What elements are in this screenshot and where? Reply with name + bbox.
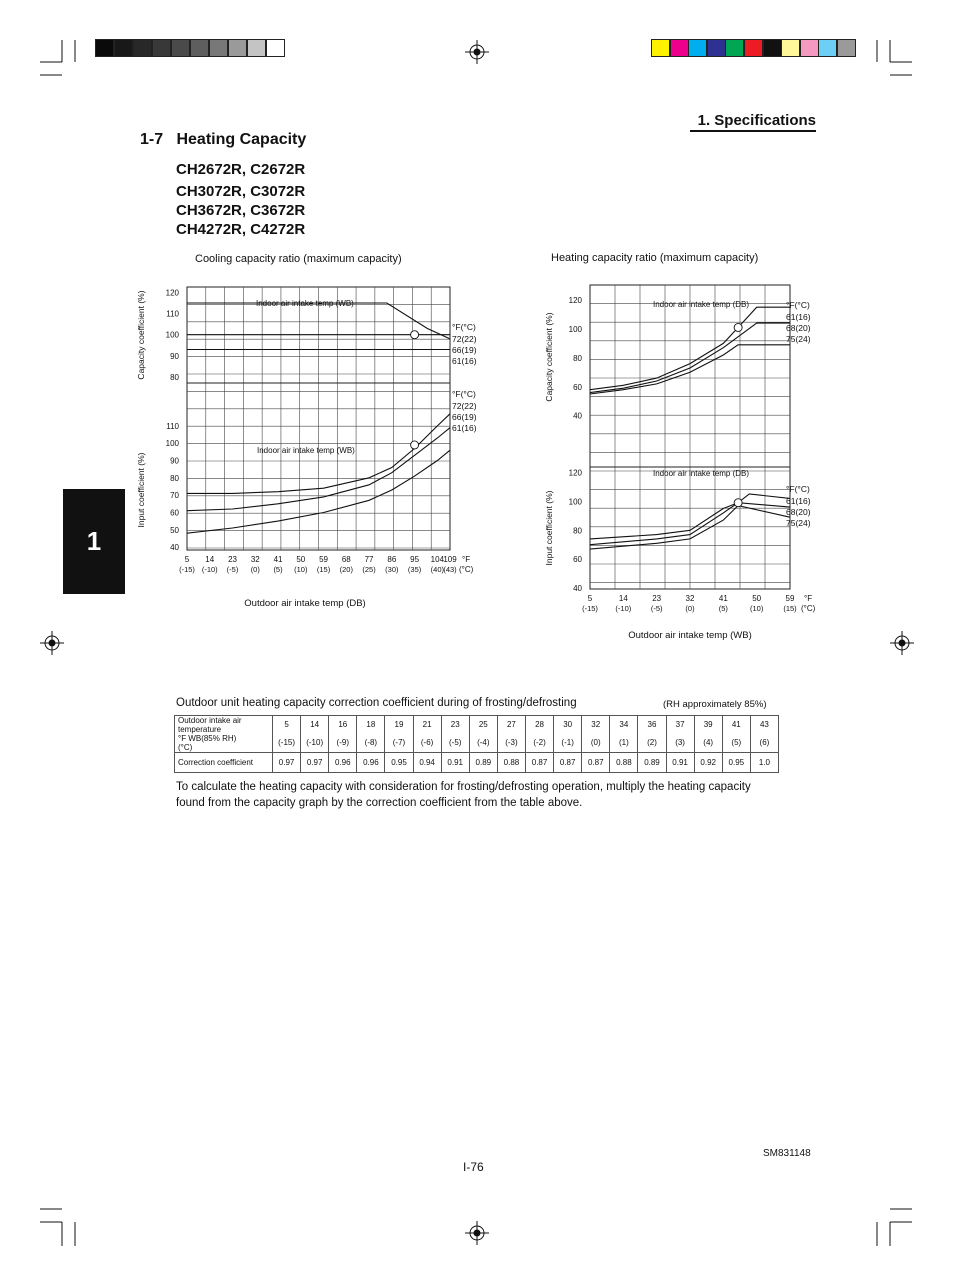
temp-f-value: 28 (535, 720, 544, 729)
temp-cell (497, 716, 525, 753)
frost-table-title: Outdoor unit heating capacity correction coefficient during of frosting/defrosting (176, 697, 577, 709)
x-tick-label: 14 (618, 594, 628, 603)
legend-header: °F(°C) (786, 300, 810, 310)
temp-label-line: temperature (178, 725, 222, 734)
gray-swatch (152, 39, 171, 57)
x-tick-label: 59 (785, 594, 795, 603)
coefficient-cell: 0.87 (554, 753, 582, 773)
temp-cell (666, 716, 694, 753)
y-tick-label: 100 (568, 497, 582, 507)
temp-cell (357, 716, 385, 753)
legend-label: 75(24) (786, 518, 811, 528)
x-tick-label: 50 (752, 594, 762, 603)
x-axis-label: Outdoor air intake temp (WB) (628, 630, 752, 641)
reference-marker (734, 323, 742, 331)
y-axis-label: Input coefficient (%) (544, 490, 554, 566)
y-tick-label: 40 (170, 543, 179, 553)
temp-c-value: (5) (731, 738, 742, 747)
y-tick-label: 110 (166, 421, 179, 431)
series-annotation: Indoor air intake temp (DB) (653, 469, 750, 478)
x-tick-label-celsius: (5) (273, 565, 283, 574)
legend-label: 68(20) (786, 323, 811, 333)
temp-c-value: (-1) (561, 738, 574, 747)
coefficient-cell: 0.89 (469, 753, 497, 773)
x-tick-label-celsius: (20) (339, 565, 353, 574)
color-swatch (818, 39, 837, 57)
legend-label: 68(20) (786, 507, 811, 517)
temp-cell (610, 716, 638, 753)
x-tick-label-celsius: (-10) (201, 565, 218, 574)
x-tick-label-celsius: (15) (316, 565, 331, 574)
x-tick-label: 77 (364, 555, 374, 564)
x-tick-label: 95 (410, 555, 420, 564)
legend-header: °F(°C) (452, 389, 476, 399)
color-swatch (651, 39, 670, 57)
temp-f-value: 39 (703, 720, 713, 729)
y-axis-label: Capacity coefficient (%) (136, 290, 146, 380)
x-tick-label: 86 (387, 555, 397, 564)
color-swatch (781, 39, 800, 57)
series-annotation: Indoor air intake temp (WB) (256, 299, 354, 308)
y-tick-label: 120 (568, 468, 582, 478)
coefficient-cell: 0.97 (301, 753, 329, 773)
temp-c-value: (-3) (505, 738, 518, 747)
gray-swatch (266, 39, 285, 57)
x-tick-label: 23 (228, 555, 237, 564)
temp-f-value: 36 (647, 720, 657, 729)
chapter-tab: 1 (63, 489, 125, 594)
reference-marker (411, 331, 419, 339)
coefficient-cell: 0.88 (610, 753, 638, 773)
registration-target-top (465, 40, 489, 64)
coefficient-cell: 0.91 (441, 753, 469, 773)
legend-header: °F(°C) (786, 484, 810, 494)
legend-label: 66(19) (452, 345, 477, 355)
temp-c-value: (-2) (533, 738, 546, 747)
temp-f-value: 19 (394, 720, 404, 729)
model-line: CH2672R, C2672R (176, 161, 306, 178)
temp-c-value: (-15) (278, 738, 295, 747)
series-annotation: Indoor air intake temp (WB) (257, 446, 355, 455)
temp-c-value: (1) (618, 738, 629, 747)
x-tick-label-celsius: (0) (685, 604, 695, 613)
temp-label-line: (°C) (178, 743, 193, 752)
y-tick-label: 50 (170, 525, 179, 535)
coefficient-cell: 0.89 (638, 753, 666, 773)
x-tick-label: 68 (341, 555, 351, 564)
color-swatch (670, 39, 689, 57)
page-number: I-76 (463, 1160, 484, 1174)
y-tick-label: 80 (170, 373, 179, 383)
x-tick-label: 50 (296, 555, 306, 564)
temp-c-value: (2) (647, 738, 657, 747)
color-swatch (837, 39, 856, 57)
y-tick-label: 80 (170, 473, 179, 483)
temp-cell (582, 716, 610, 753)
y-tick-label: 120 (568, 295, 582, 305)
x-tick-label-celsius: (5) (718, 604, 728, 613)
x-tick-label-celsius: (-5) (226, 565, 239, 574)
coef-row-label: Correction coefficient (175, 753, 273, 773)
legend-header: °F(°C) (452, 322, 476, 332)
y-tick-label: 40 (573, 411, 582, 421)
x-tick-label-celsius: (0) (250, 565, 260, 574)
color-swatch (744, 39, 763, 57)
frost-table-note: (RH approximately 85%) (663, 699, 767, 710)
cooling-chart-title: Cooling capacity ratio (maximum capacity) (195, 253, 402, 265)
model-line: CH3672R, C3672R (176, 202, 306, 219)
temp-cell (441, 716, 469, 753)
temp-c-value: (0) (590, 738, 601, 747)
table-row (175, 753, 779, 773)
temp-c-value: (3) (675, 738, 685, 747)
temp-f-value: 32 (591, 720, 601, 729)
x-tick-label: 41 (273, 555, 283, 564)
y-tick-label: 100 (165, 439, 179, 449)
x-unit-label: °F (804, 594, 813, 603)
temp-f-value: 21 (422, 720, 432, 729)
y-tick-label: 60 (170, 508, 179, 518)
x-tick-label-celsius: (30) (385, 565, 399, 574)
temp-f-value: 30 (563, 720, 573, 729)
gray-swatch (190, 39, 209, 57)
x-tick-label: 109 (443, 555, 457, 564)
x-unit-label: °F (462, 555, 471, 564)
x-tick-label-celsius: (-5) (650, 604, 663, 613)
y-tick-label: 110 (166, 309, 179, 319)
spec-header: 1. Specifications (690, 112, 816, 132)
table-row (175, 716, 779, 753)
temp-label-line: Outdoor intake air (178, 716, 242, 725)
legend-label: 75(24) (786, 334, 811, 344)
x-tick-label: 14 (205, 555, 215, 564)
x-tick-label-celsius: (-15) (179, 565, 195, 574)
temp-cell (694, 716, 722, 753)
x-tick-label: 5 (184, 555, 190, 564)
temp-c-value: (6) (759, 738, 770, 747)
x-tick-label-celsius: (10) (294, 565, 308, 574)
model-line: CH4272R, C4272R (176, 221, 306, 238)
x-unit-label-celsius: (°C) (459, 565, 474, 574)
x-tick-label-celsius: (40) (430, 565, 445, 574)
x-tick-label: 41 (718, 594, 728, 603)
frost-correction-table (174, 715, 779, 773)
x-tick-label: 23 (652, 594, 662, 603)
x-tick-label: 5 (587, 594, 593, 603)
y-tick-label: 90 (170, 351, 179, 361)
temp-cell (750, 716, 778, 753)
temp-cell (554, 716, 582, 753)
y-tick-label: 100 (568, 324, 582, 334)
heating-chart-title: Heating capacity ratio (maximum capacity) (551, 252, 759, 264)
legend-label: 61(16) (786, 496, 811, 506)
y-tick-label: 60 (573, 555, 582, 565)
legend-label: 61(16) (786, 312, 811, 322)
y-tick-label: 90 (170, 456, 179, 466)
gray-swatch (228, 39, 247, 57)
temp-cell (385, 716, 413, 753)
temp-c-value: (-7) (392, 738, 406, 747)
document-code: SM831148 (763, 1148, 811, 1159)
y-tick-label: 80 (573, 526, 582, 536)
legend-label: 72(22) (452, 401, 477, 411)
temp-cell (638, 716, 666, 753)
section-number: 1-7 (140, 131, 164, 148)
temp-cell (525, 716, 553, 753)
color-swatch (725, 39, 744, 57)
x-unit-label-celsius: (°C) (801, 604, 816, 613)
x-tick-label: 32 (250, 555, 260, 564)
x-tick-label-celsius: (-10) (615, 604, 632, 613)
section-title (140, 131, 306, 149)
x-tick-label-celsius: (15) (783, 604, 797, 613)
color-swatch (707, 39, 726, 57)
registration-target-bottom (465, 1221, 489, 1245)
temp-cell (413, 716, 441, 753)
section-heading: Heating Capacity (176, 131, 307, 148)
temp-c-value: (-4) (477, 738, 490, 747)
coefficient-cell: 0.92 (694, 753, 722, 773)
y-tick-label: 60 (573, 382, 582, 392)
coefficient-cell: 0.87 (582, 753, 610, 773)
reference-marker (411, 441, 419, 449)
calculation-note: To calculate the heating capacity with consideration for frosting/defrosting operation, multiply the heating capacity found from the capacity graph by the correction coefficient from the table above. (176, 781, 751, 809)
gray-swatch (209, 39, 228, 57)
series-annotation: Indoor air intake temp (DB) (653, 300, 750, 309)
registration-target-left (40, 631, 64, 655)
temp-cell (469, 716, 497, 753)
x-tick-label-celsius: (43) (443, 565, 457, 574)
registration-target-right (890, 631, 914, 655)
x-tick-label-celsius: (-15) (582, 604, 598, 613)
model-line: CH3072R, C3072R (176, 183, 306, 200)
temp-f-value: 41 (731, 720, 741, 729)
temp-c-value: (-6) (420, 738, 434, 747)
x-tick-label: 32 (685, 594, 695, 603)
coefficient-cell: 0.94 (413, 753, 441, 773)
temp-f-value: 5 (284, 720, 289, 729)
temp-cell (301, 716, 329, 753)
y-axis-label: Input coefficient (%) (136, 452, 146, 528)
gray-swatch (95, 39, 114, 57)
coefficient-cell: 0.95 (722, 753, 750, 773)
legend-label: 72(22) (452, 334, 477, 344)
coefficient-cell: 0.91 (666, 753, 694, 773)
coefficient-cell: 0.88 (497, 753, 525, 773)
y-tick-label: 80 (573, 353, 582, 363)
coefficient-cell: 1.0 (750, 753, 778, 773)
coefficient-cell: 0.87 (525, 753, 553, 773)
temp-f-value: 37 (675, 720, 685, 729)
y-tick-label: 40 (573, 584, 582, 594)
temp-cell (722, 716, 750, 753)
temp-f-value: 25 (478, 720, 488, 729)
coefficient-cell: 0.96 (357, 753, 385, 773)
x-tick-label-celsius: (10) (749, 604, 764, 613)
temp-c-value: (-5) (448, 738, 462, 747)
color-swatch (763, 39, 782, 57)
coefficient-cell: 0.97 (273, 753, 301, 773)
x-tick-label-celsius: (35) (407, 565, 422, 574)
temp-c-value: (4) (703, 738, 714, 747)
y-tick-label: 70 (170, 491, 179, 501)
temp-f-value: 23 (450, 720, 460, 729)
x-axis-label: Outdoor air intake temp (DB) (244, 598, 366, 609)
gray-swatch (133, 39, 152, 57)
coefficient-cell: 0.96 (329, 753, 357, 773)
temp-row-label (175, 716, 273, 753)
legend-label: 66(19) (452, 412, 477, 422)
gray-swatch (171, 39, 190, 57)
gray-swatch (114, 39, 133, 57)
color-swatch (800, 39, 819, 57)
y-axis-label: Capacity coefficient (%) (544, 312, 554, 402)
y-tick-label: 120 (165, 288, 179, 298)
temp-f-value: 34 (619, 720, 629, 729)
x-tick-label: 104 (430, 555, 445, 564)
coefficient-cell: 0.95 (385, 753, 413, 773)
reference-marker (734, 499, 742, 507)
temp-c-value: (-9) (336, 738, 349, 747)
temp-c-value: (-8) (364, 738, 378, 747)
temp-f-value: 18 (366, 720, 376, 729)
legend-label: 61(16) (452, 356, 477, 366)
y-tick-label: 100 (165, 330, 179, 340)
temp-cell (329, 716, 357, 753)
x-tick-label: 59 (319, 555, 329, 564)
color-swatch (688, 39, 707, 57)
legend-label: 61(16) (452, 423, 477, 433)
temp-f-value: 14 (310, 720, 320, 729)
heating-capacity-chart (540, 282, 830, 642)
temp-cell (273, 716, 301, 753)
gray-swatch (247, 39, 266, 57)
temp-f-value: 27 (506, 720, 516, 729)
x-tick-label-celsius: (25) (362, 565, 376, 574)
temp-f-value: 43 (759, 720, 769, 729)
temp-c-value: (-10) (306, 738, 324, 747)
temp-f-value: 16 (338, 720, 348, 729)
temp-label-line: °F WB(85% RH) (178, 734, 237, 743)
cooling-capacity-chart (130, 280, 480, 615)
